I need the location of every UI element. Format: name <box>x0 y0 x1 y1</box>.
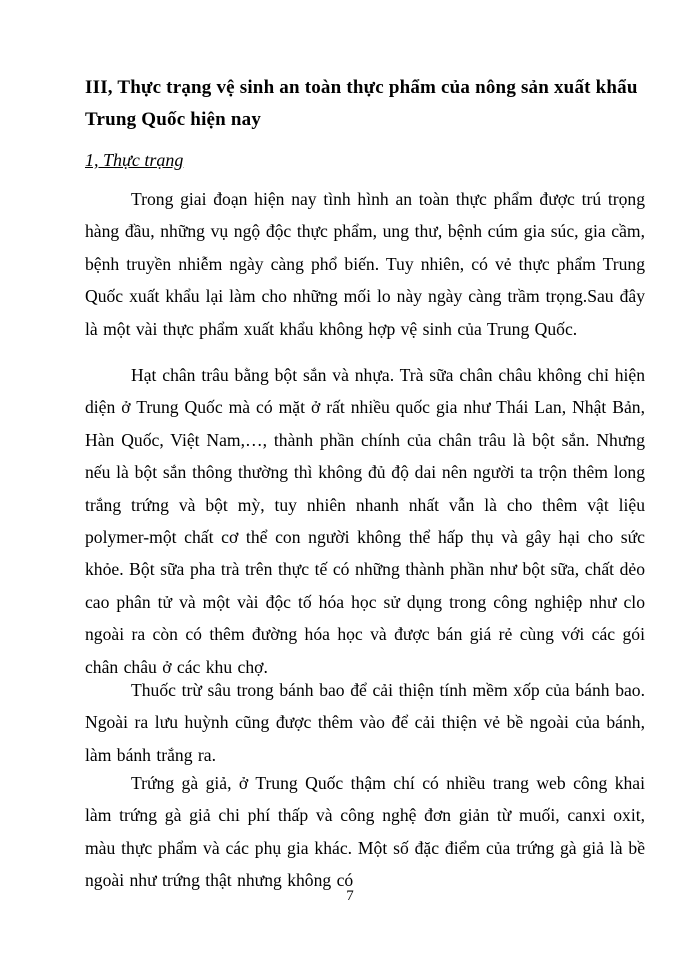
subsection-heading: 1, Thực trạng <box>85 150 184 170</box>
paragraph-fake-eggs: Trứng gà giả, ở Trung Quốc thậm chí có nhiều trang web công khai làm trứng gà giả chi phí thấp và công nghệ đơn giản từ muối, canxi oxit, màu thực phẩm và các phụ gia khác. Một số đặc điểm của trứng gà giả là bề ngoài như trứng thật nhưng không có <box>85 773 645 891</box>
paragraph-steamed-buns: Thuốc trừ sâu trong bánh bao để cải thiện tính mềm xốp của bánh bao. Ngoài ra lưu huỳnh cũng được thêm vào để cải thiện vẻ bề ngoài của bánh, làm bánh trắng ra. <box>85 680 645 765</box>
paragraph-tapioca-pearls: Hạt chân trâu bằng bột sắn và nhựa. Trà sữa chân châu không chỉ hiện diện ở Trung Quốc mà có mặt ở rất nhiều quốc gia như Thái Lan, Nhật Bản, Hàn Quốc, Việt Nam,…, thành phần chính của chân trâu là bột sắn. Nhưng nếu là bột sắn thông thường thì không đủ độ dai nên người ta trộn thêm long trắng trứng và bột mỳ, tuy nhiên nhanh nhất vẫn là cho thêm vật liệu polymer-một chất cơ thể con người không thể hấp thụ và gây hại cho sức khỏe. Bột sữa pha trà trên thực tế có những thành phần như bột sữa, chất dẻo cao phân tử và một vài độc tố hóa học sử dụng trong công nghiệp như clo ngoài ra còn có thêm đường hóa học và được bán giá rẻ cùng với các gói chân châu ở các khu chợ. <box>85 365 645 677</box>
paragraph-intro: Trong giai đoạn hiện nay tình hình an toàn thực phẩm được trú trọng hàng đầu, những vụ ngộ độc thực phẩm, ung thư, bệnh cúm gia súc, gia cầm, bệnh truyền nhiễm ngày càng phổ biến. Tuy nhiên, có vẻ thực phẩm Trung Quốc xuất khẩu lại làm cho những mối lo này ngày càng trầm trọng.Sau đây là một vài thực phẩm xuất khẩu không hợp vệ sinh của Trung Quốc. <box>85 189 645 339</box>
section-heading: III, Thực trạng vệ sinh an toàn thực phẩm của nông sản xuất khẩu Trung Quốc hiện nay <box>85 77 638 130</box>
page-number: 7 <box>346 888 354 904</box>
